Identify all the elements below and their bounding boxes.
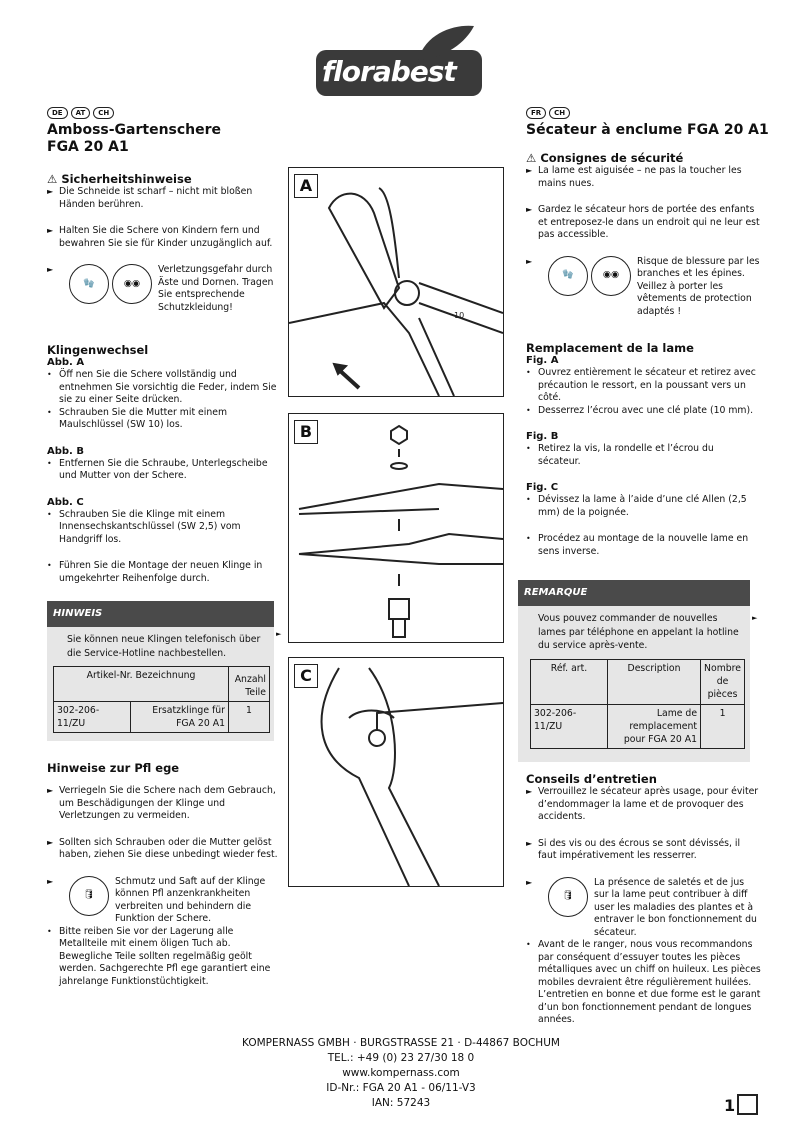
gloves-icon: 🧤 [548,256,588,296]
goggles-icon: ◉◉ [591,256,631,296]
list-item: Öff nen Sie die Schere vollständig und entnehmen Sie vorsichtig die Feder, indem Sie sie zu einer Seite drücken. [59,369,277,405]
list-item: Risque de blessure par les branches et les épines. Veillez à porter les vêtements de protection adaptés ! [637,255,760,317]
footer-website: www.kompernass.com [342,1067,460,1079]
figure-ref: Fig. A [526,355,559,366]
list-item: Si des vis ou des écrous se sont dévissés, il faut impérativement les resserrer. [538,837,741,861]
list-item: Schrauben Sie die Klinge mit einem Innensechskantschlüssel (SW 2,5) vom Handgriff los. [59,508,241,545]
list-item: Dévissez la lame à l’aide d’une clé Allen (2,5 mm) de la poignée. [538,494,747,518]
footer-id: ID-Nr.: FGA 20 A1 - 06/11-V3 [326,1082,476,1094]
table-row: 302-206-11/ZU Ersatzklinge für FGA 20 A1 1 [54,702,270,733]
figure-label: A [294,174,318,198]
list-item: La présence de saletés et de jus sur la lame peut contribuer à diff user les maladies des plantes et à entraver le bon fonctionnement du sécateur. [594,876,757,938]
list-item: Desserrez l’écrou avec une clé plate (10 mm). [538,404,754,416]
note-text: Sie können neue Klingen telefonisch über die Service-Hotline nachbestellen. [67,634,261,659]
badge: CH [93,107,114,119]
list-item: Verrouillez le sécateur après usage, pour éviter d’endommager la lame et de provoquer des accidents. [538,786,759,822]
list-item: Gardez le sécateur hors de portée des enfants et entreposez-le dans un endroit qui ne leur est pas accessible. [538,204,760,240]
note-text: Vous pouvez commander de nouvelles lames par téléphone en appelant la hotline du service après-vente. [538,613,739,651]
footer [0,1036,802,1111]
badge: DE [47,107,68,119]
note-heading: REMARQUE [518,580,750,606]
page-number: 1 [724,1096,736,1115]
florabest-logo [316,50,482,96]
goggles-icon: ◉◉ [112,264,152,304]
list-item: Retirez la vis, la rondelle et l’écrou du sécateur. [538,443,714,467]
note-box-de [47,601,274,741]
list-item: Entfernen Sie die Schraube, Unterlegscheibe und Mutter von der Schere. [59,457,268,481]
section-heading: Klingenwechsel [47,343,149,357]
parts-table-fr: Réf. art. Description Nombre de pièces 302-206-11/ZU Lame de remplacement pour FGA 20 A1 1 [530,659,745,749]
warning-icon: ⚠ [47,172,58,186]
oil-can-icon: 🛢 [69,876,109,916]
figure-b [288,413,504,643]
figure-label: B [294,420,318,444]
figure-a [288,167,504,397]
list-item: Avant de le ranger, nous vous recommandons par conséquent d’essuyer toutes les pièces métalliques avec un chiff on huileux. Les pièces mobiles devraient être régulièrement huilées. L’entretien en bonne et due forme est le garant d’un bon fonctionnement pendant de longues années. [538,939,761,1025]
figure-ref: Fig. C [526,482,559,493]
section-heading: Sicherheitshinweise [61,172,192,186]
title-line: FGA 20 A1 [47,139,129,155]
care-section-fr: Conseils d’entretien ► Verrouillez le sécateur après usage, pour éviter d’endommager la lame et de provoquer des accidents. ► Si des vis ou des écrous se sont dévissés, il faut impérativement les resserrer. ► 🛢 La présence de saletés et de jus sur la lame peut contribuer à diff user les maladies des plantes et à entraver le bon fonctionnement du sécateur. • Avant de le ranger, nous vous recommandons par conséquent d’essuyer toutes les pièces métalliques avec un chiff on huileux. Les pièces mobiles devraient être régulièrement huilées. L’entretien en bonne et due forme est le garant d’un bon fonctionnement pendant de longues années. [526,772,761,1025]
list-item: Verriegeln Sie die Schere nach dem Gebrauch, um Beschädigungen der Klinge und Verletzungen zu vermeiden. [59,785,276,821]
svg-text:10: 10 [454,311,465,320]
list-item: Ouvrez entièrement le sécateur et retirez avec précaution le ressort, en la poussant vers un côté. [538,367,756,403]
list-item: Verletzungsgefahr durch Äste und Dornen. Tragen Sie entsprechende Schutzkleidung! [158,264,274,313]
page-square-icon [737,1094,758,1115]
list-item: Procédez au montage de la nouvelle lame en sens inverse. [538,533,749,557]
figure-ref: Abb. B [47,445,84,457]
footer-phone: TEL.: +49 (0) 23 27/30 18 0 [327,1052,475,1064]
safety-section-fr: ⚠ Consignes de sécurité ► La lame est aiguisée – ne pas la toucher les mains nues. ► Gardez le sécateur hors de portée des enfants et entreposez-le dans un endroit qui ne leur est pas accessible. ► 🧤 ◉◉ Risque de blessure par les branches et les épines. Veillez à porter les vêtements de protection adaptés ! [526,151,760,317]
warning-icon: ⚠ [526,151,537,165]
list-item: Halten Sie die Schere von Kindern fern und bewahren Sie sie für Kinder unzugänglich auf. [59,225,273,249]
figure-label: C [294,664,318,688]
note-box-fr [518,580,750,762]
blade-change-section-fr: Remplacement de la lame Fig. A • Ouvrez entièrement le sécateur et retirez avec précaution le ressort, en la poussant vers un côté. • Desserrez l’écrou avec une clé plate (10 mm). Fig. B • Retirez la vis, la rondelle et l’écrou du sécateur. Fig. C • Dévissez la lame à l’aide d’une clé Allen (2,5 mm) de la poignée. • Procédez au montage de la nouvelle lame en sens inverse. [526,341,758,562]
footer-ian: IAN: 57243 [371,1097,431,1109]
list-item: Bitte reiben Sie vor der Lagerung alle Metallteile mit einem öligen Tuch ab. Bewegliche Teile sollten regelmäßig geölt werden. Sachgerechte Pfl ege garantiert eine jahrelange Funktionstüchtigkeit. [59,925,271,987]
care-section-de: Hinweise zur Pfl ege ► Verriegeln Sie die Schere nach dem Gebrauch, um Beschädigungen der Klinge und Verletzungen zu vermeiden. ► Sollten sich Schrauben oder die Mutter gelöst haben, ziehen Sie diese unbedingt wieder fest. ► 🛢 Schmutz und Saft auf der Klinge können Pfl anzenkrankheiten verbreiten und behindern die Funktion der Schere. • Bitte reiben Sie vor der Lagerung alle Metallteile mit einem öligen Tuch ab. Bewegliche Teile sollten regelmäßig geölt werden. Sachgerechte Pfl ege garantiert eine jahrelange Funktionstüchtigkeit. [47,761,278,987]
country-badges-de [47,100,117,119]
page-title-de [47,122,221,156]
figure-ref: Fig. B [526,431,559,442]
section-heading: Consignes de sécurité [540,151,684,165]
section-heading: Remplacement de la lame [526,341,694,355]
shears-wrench-illustration [289,168,503,396]
arrow-bullet-icon: ► [47,187,54,196]
list-item: Schrauben Sie die Mutter mit einem Maulschlüssel (SW 10) los. [59,406,228,430]
figure-c [288,657,504,887]
list-item: Führen Sie die Montage der neuen Klinge in umgekehrter Reihenfolge durch. [59,560,263,584]
badge: AT [71,107,91,119]
table-row: 302-206-11/ZU Lame de remplacement pour FGA 20 A1 1 [531,704,745,748]
note-heading: HINWEIS [47,601,274,627]
gloves-icon: 🧤 [69,264,109,304]
allen-key-illustration [289,658,503,886]
arrow-continue-icon: ► [752,614,758,622]
arrow-bullet-icon: ► [47,226,54,235]
blade-change-section-de: Klingenwechsel Abb. A • Öff nen Sie die Schere vollständig und entnehmen Sie vorsichtig die Feder, indem Sie sie zu einer Seite drücken. • Schrauben Sie die Mutter mit einem Maulschlüssel (SW 10) los. Abb. B • Entfernen Sie die Schraube, Unterlegscheibe und Mutter von der Schere. Abb. C • Schrauben Sie die Klinge mit einem Innensechskantschlüssel (SW 2,5) vom Handgriff los. • Führen Sie die Montage der neuen Klinge in umgekehrter Reihenfolge durch. [47,343,279,589]
country-badges-fr [526,100,573,119]
section-heading: Hinweise zur Pfl ege [47,761,180,775]
figure-ref: Abb. A [47,357,85,368]
arrow-continue-icon: ► [276,630,282,638]
badge: CH [549,107,570,119]
exploded-bolt-illustration [289,414,503,642]
page-title-fr: Sécateur à enclume FGA 20 A1 [526,122,769,138]
footer-address: KOMPERNASS GMBH · BURGSTRASSE 21 · D-44867 BOCHUM [242,1037,560,1049]
list-item: Die Schneide ist scharf – nicht mit bloßen Händen berühren. [59,186,253,210]
list-item: Sollten sich Schrauben oder die Mutter gelöst haben, ziehen Sie diese unbedingt wieder fest. [59,836,278,860]
safety-section-de [47,172,282,318]
badge: FR [526,107,546,119]
arrow-bullet-icon: ► [47,265,54,274]
section-heading: Conseils d’entretien [526,772,657,786]
logo-text: florabest [322,55,456,88]
oil-can-icon: 🛢 [548,877,588,917]
parts-table-de: Artikel-Nr. Bezeichnung Anzahl Teile 302-206-11/ZU Ersatzklinge für FGA 20 A1 1 [53,666,270,733]
list-item: La lame est aiguisée – ne pas la toucher les mains nues. [538,165,742,189]
figure-ref: Abb. C [47,496,84,508]
list-item: Schmutz und Saft auf der Klinge können Pfl anzenkrankheiten verbreiten und behindern die Funktion der Schere. [115,875,266,924]
title-line: Amboss-Gartenschere [47,122,222,138]
